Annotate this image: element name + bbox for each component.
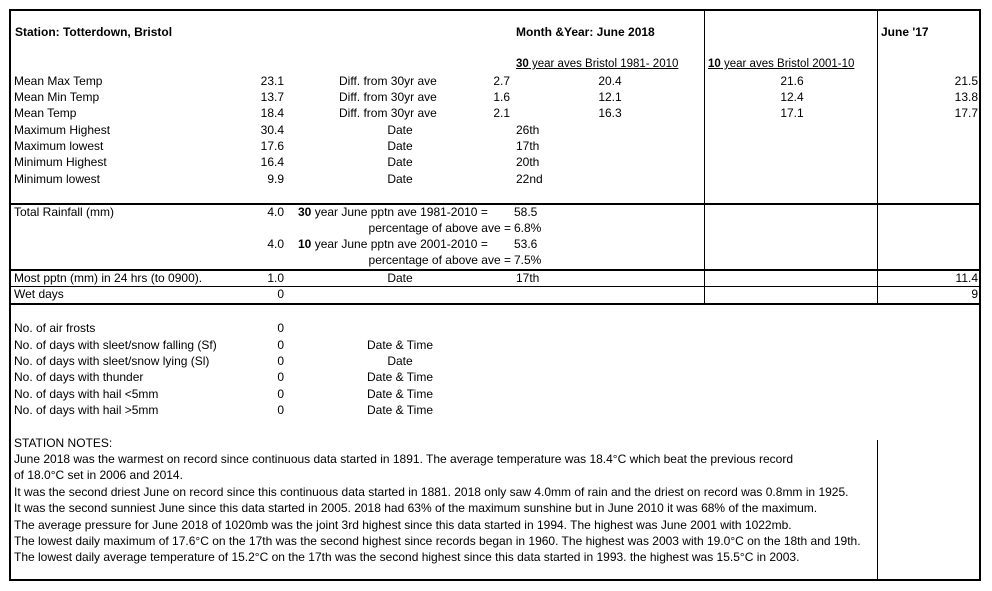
pptn-date-label: Date (387, 271, 413, 285)
row-extra: Date & Time (366, 370, 434, 384)
row-label: No. of air frosts (14, 321, 96, 335)
row-label: Minimum Highest (14, 155, 107, 169)
date-label: Date (387, 155, 413, 169)
date-label: Date (387, 139, 413, 153)
ave30-value: 16.3 (598, 106, 622, 120)
notes-margin-line (877, 440, 878, 580)
rain-pct10-label: percentage of above ave = (368, 253, 511, 267)
row-value: 18.4 (260, 106, 284, 120)
prev-year-title: June '17 (881, 25, 929, 39)
aves10-heading: 10 year aves Bristol 2001-10 (708, 58, 855, 70)
rainfall-label: Total Rainfall (mm) (14, 205, 115, 219)
row-extra: Date & Time (366, 403, 434, 417)
row-label: No. of days with hail <5mm (14, 387, 159, 401)
diff-label: Diff. from 30yr ave (339, 90, 437, 104)
note-line: It was the second driest June on record since this continuous data started in 1881. 2018 only saw 4.0mm of rain and the driest on record was 0.8mm in 1925. (14, 485, 849, 499)
month-year-title: Month &Year: June 2018 (516, 25, 655, 39)
row-value: 0 (277, 403, 284, 417)
row-label: Mean Max Temp (14, 74, 103, 88)
date-value: 22nd (516, 172, 543, 186)
row-extra: Date & Time (366, 387, 434, 401)
rain-pct10-value: 7.5% (514, 253, 542, 267)
row-label: No. of days with sleet/snow lying (Sl) (14, 354, 210, 368)
note-line: It was the second sunniest June since this data started in 2005. 2018 had 63% of the maximum sunshine but in June 2010 it was 68% of the maximum. (14, 501, 818, 515)
row-value: 9.9 (267, 172, 284, 186)
wet-days-prev: 9 (971, 287, 978, 301)
row-value: 16.4 (260, 155, 284, 169)
note-line: The average pressure for June 2018 of 1020mb was the joint 3rd highest since this data started in 1994. The highest was June 2001 with 1022mb. (14, 518, 792, 532)
prev-value: 17.7 (954, 106, 978, 120)
divider-pptn (9, 303, 981, 305)
divider-temps (9, 203, 981, 205)
rainfall-value-2: 4.0 (267, 237, 284, 251)
ave10-value: 21.6 (780, 74, 804, 88)
row-value: 0 (277, 338, 284, 352)
notes-title: STATION NOTES: (14, 436, 113, 450)
pptn-prev: 11.4 (955, 271, 978, 285)
diff-value: 2.7 (493, 74, 510, 88)
row-value: 0 (277, 370, 284, 384)
rain-ave30-value: 58.5 (514, 205, 538, 219)
aves30-heading: 30 year aves Bristol 1981- 2010 (516, 58, 679, 70)
date-value: 26th (516, 123, 540, 137)
date-label: Date (387, 172, 413, 186)
row-value: 13.7 (260, 90, 284, 104)
ave10-value: 17.1 (780, 106, 804, 120)
row-separator (9, 286, 981, 287)
row-value: 23.1 (260, 74, 284, 88)
note-line: The lowest daily maximum of 17.6°C on the 17th was the second highest since records began in 1960. The highest was 2003 with 19.0°C on the 18th and 19th. (14, 534, 861, 548)
rainfall-value: 4.0 (267, 205, 284, 219)
diff-label: Diff. from 30yr ave (339, 74, 437, 88)
wet-days-value: 0 (277, 287, 284, 301)
row-label: Mean Temp (14, 106, 77, 120)
row-value: 30.4 (260, 123, 284, 137)
rain-pct30-value: 6.8% (514, 221, 542, 235)
ave30-value: 20.4 (598, 74, 622, 88)
row-label: Maximum lowest (14, 139, 104, 153)
row-value: 17.6 (260, 139, 284, 153)
column-divider-2 (877, 9, 878, 304)
row-extra: Date & Time (366, 338, 434, 352)
row-extra: Date (387, 354, 413, 368)
row-label: No. of days with hail >5mm (14, 403, 159, 417)
row-label: No. of days with sleet/snow falling (Sf) (14, 338, 217, 352)
rain-pct30-label: percentage of above ave = (368, 221, 511, 235)
pptn-value: 1.0 (267, 271, 284, 285)
row-label: Maximum Highest (14, 123, 111, 137)
note-line: June 2018 was the warmest on record since continuous data started in 1891. The average temperature was 18.4°C which beat the previous record (14, 452, 794, 466)
rain-ave10-text: 10 year June pptn ave 2001-2010 = (298, 237, 488, 251)
row-label: Minimum lowest (14, 172, 101, 186)
prev-value: 21.5 (954, 74, 978, 88)
rain-ave30-text: 30 year June pptn ave 1981-2010 = (298, 205, 488, 219)
diff-label: Diff. from 30yr ave (339, 106, 437, 120)
rain-ave10-value: 53.6 (514, 237, 538, 251)
date-label: Date (387, 123, 413, 137)
note-line: The lowest daily average temperature of 15.2°C on the 17th was the second highest since this data started in 1993. the highest was 15.5°C in 2003. (14, 550, 800, 564)
ave30-value: 12.1 (598, 90, 622, 104)
row-label: Mean Min Temp (14, 90, 100, 104)
prev-value: 13.8 (954, 90, 978, 104)
column-divider-1 (704, 9, 705, 304)
note-line: of 18.0°C set in 2006 and 2014. (14, 468, 183, 482)
date-value: 17th (516, 139, 540, 153)
row-value: 0 (277, 387, 284, 401)
diff-value: 2.1 (493, 106, 510, 120)
row-label: No. of days with thunder (14, 370, 144, 384)
date-value: 20th (516, 155, 540, 169)
row-value: 0 (277, 321, 284, 335)
ave10-value: 12.4 (780, 90, 804, 104)
station-title: Station: Totterdown, Bristol (15, 25, 173, 39)
wet-days-label: Wet days (14, 287, 64, 301)
row-value: 0 (277, 354, 284, 368)
pptn-date: 17th (516, 271, 540, 285)
pptn-label: Most pptn (mm) in 24 hrs (to 0900). (14, 271, 203, 285)
diff-value: 1.6 (493, 90, 510, 104)
